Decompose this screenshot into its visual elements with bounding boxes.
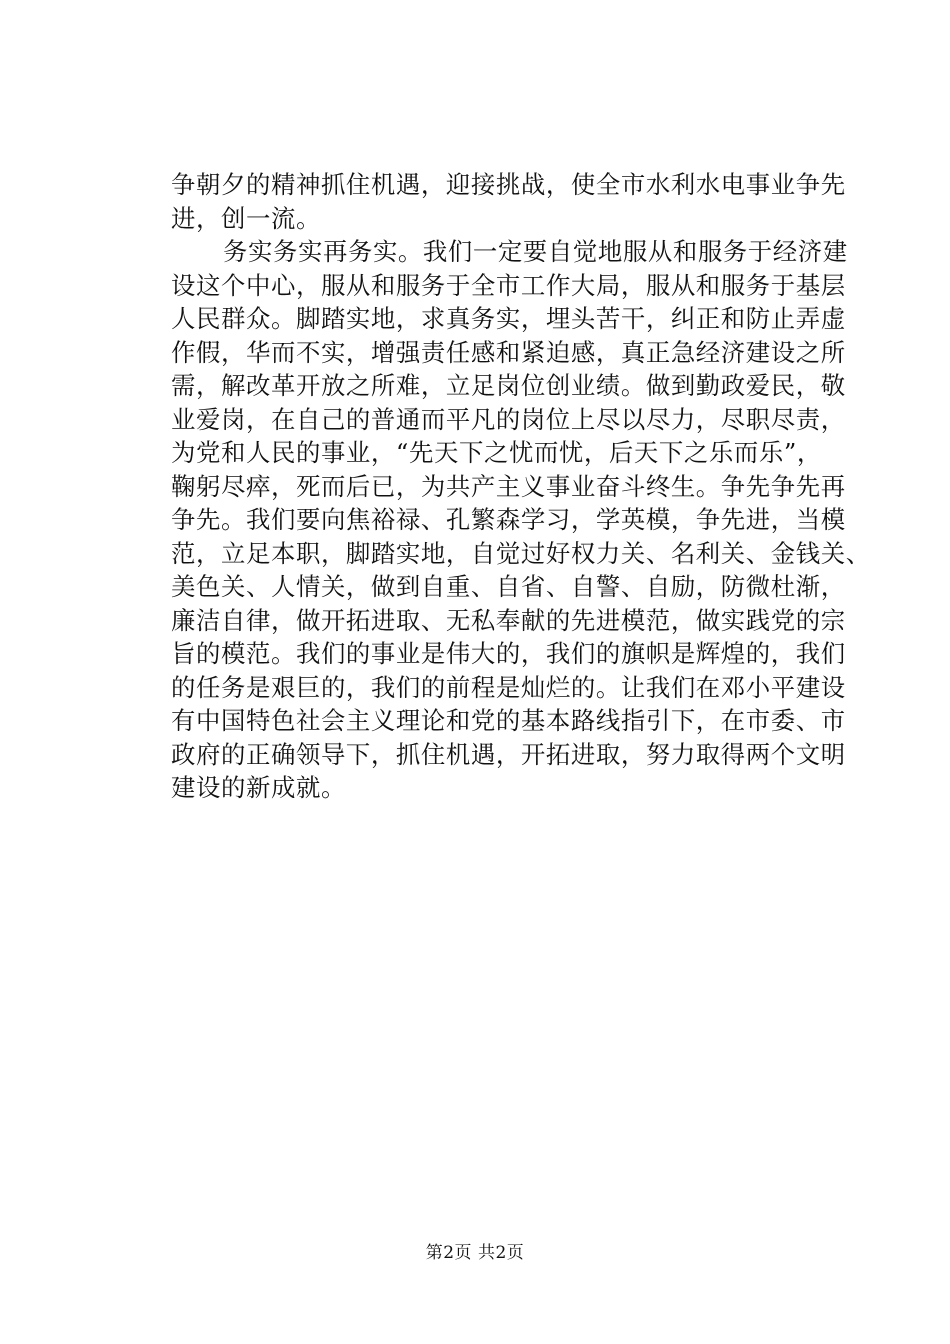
text-line: 的任务是艰巨的，我们的前程是灿烂的。让我们在邓小平建设	[171, 672, 846, 702]
text-line: 进，创一流。	[171, 203, 321, 233]
text-line: 设这个中心，服从和服务于全市工作大局，服从和服务于基层	[171, 270, 846, 300]
text-line: 争朝夕的精神抓住机遇，迎接挑战，使全市水利水电事业争先	[171, 170, 846, 199]
text-line: 业爱岗，在自己的普通而平凡的岗位上尽以尽力，尽职尽责，	[171, 404, 846, 434]
text-line: 政府的正确领导下，抓住机遇，开拓进取，努力取得两个文明	[171, 739, 846, 769]
text-line: 有中国特色社会主义理论和党的基本路线指引下，在市委、市	[171, 706, 846, 735]
text-line: 人民群众。脚踏实地，求真务实，埋头苦干，纠正和防止弄虚	[171, 304, 846, 333]
text-line: 争先。我们要向焦裕禄、孔繁森学习，学英模，争先进，当模	[171, 505, 846, 534]
text-line: 廉洁自律，做开拓进取、无私奉献的先进模范，做实践党的宗	[171, 605, 846, 635]
text-line: 范，立足本职，脚踏实地，自觉过好权力关、名利关、金钱关、	[171, 538, 871, 568]
text-line: 作假，华而不实，增强责任感和紧迫感，真正急经济建设之所	[171, 337, 846, 367]
page-number-footer: 第2页 共2页	[425, 1243, 525, 1263]
text-line: 需，解改革开放之所难，立足岗位创业绩。做到勤政爱民，敬	[171, 371, 846, 400]
text-line: 鞠躬尽瘁，死而后已，为共产主义事业奋斗终生。争先争先再	[171, 471, 846, 501]
document-body	[171, 168, 871, 805]
text-line: 美色关、人情关，做到自重、自省、自警、自励，防微杜渐，	[171, 572, 846, 601]
text-line: 旨的模范。我们的事业是伟大的，我们的旗帜是辉煌的，我们	[171, 639, 846, 668]
text-line: 建设的新成就。	[171, 773, 346, 802]
paragraph-first-line: 务实务实再务实。我们一定要自觉地服从和服务于经济建	[223, 237, 848, 266]
text-line: 为党和人民的事业，“先天下之忧而忧，后天下之乐而乐”，	[171, 438, 822, 467]
